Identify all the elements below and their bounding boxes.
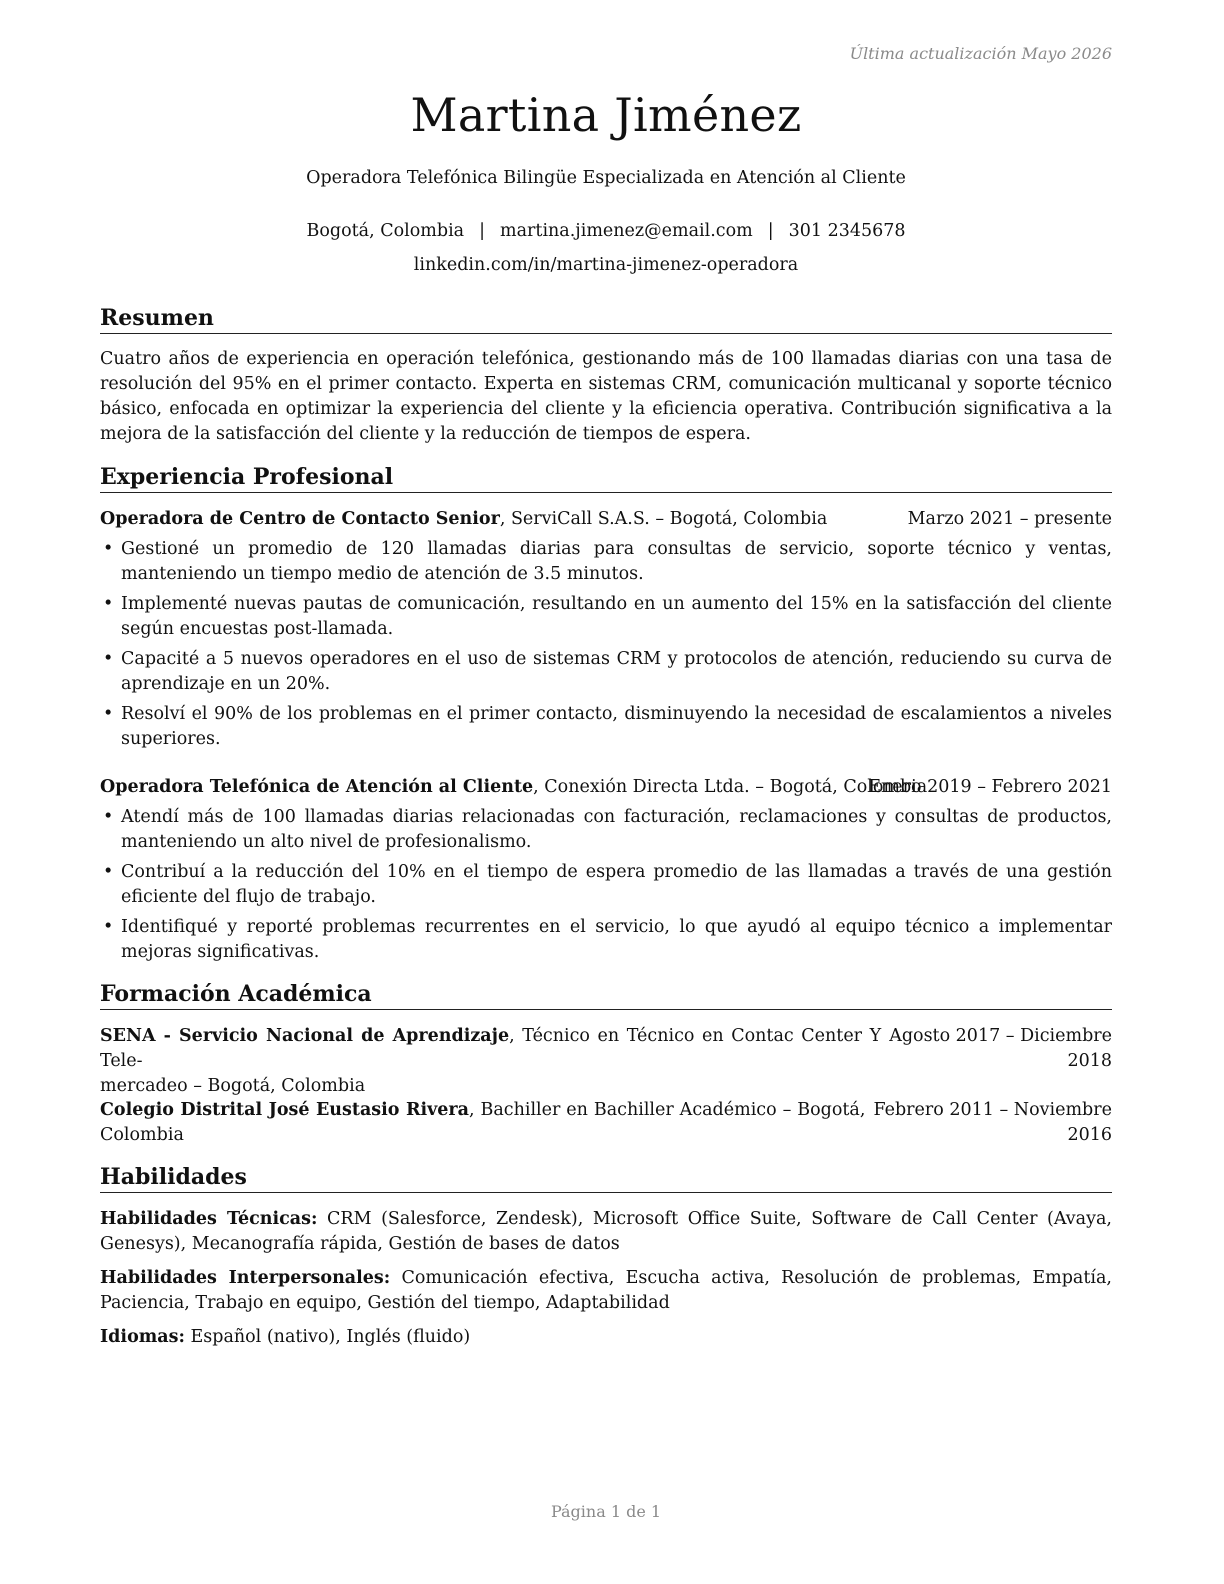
location: Bogotá, Colombia	[306, 221, 465, 241]
education-detail: SENA - Servicio Nacional de Aprendizaje, Técnico en Técnico en Contac Center Y Tele- mercadeo – Bogotá, Colombia	[100, 1026, 882, 1096]
job-company: , Conexión Directa Ltda. – Bogotá, Colombia	[533, 777, 928, 797]
candidate-name: Martina Jiménez	[410, 88, 802, 142]
summary-text: Cuatro años de experiencia en operación telefónica, gestionando más de 100 llamadas diarias con una tasa de resolución del 95% en el primer contacto. Experta en sistemas CRM, comunicación multicanal y soporte técnico básico, enfocada en optimizar la experiencia del cliente y la eficiencia operativa. Contribución significativa a la mejora de la satisfacción del cliente y la reducción de tiempos de espera.	[100, 349, 1112, 444]
skill-label: Habilidades Interpersonales:	[100, 1268, 391, 1288]
list-item: • Gestioné un promedio de 120 llamadas diarias para consultas de servicio, soporte técnico y ventas, manteniendo un tiempo medio de atención de 3.5 minutos.	[103, 539, 1112, 584]
skill-label: Habilidades Técnicas:	[100, 1209, 318, 1229]
job-bullets	[100, 537, 1112, 757]
education-dates: Agosto 2017 – Diciembre 2018	[889, 1026, 1112, 1071]
job-role: Operadora de Centro de Contacto Senior	[100, 509, 500, 529]
skill-item	[100, 1207, 1112, 1257]
section-title-experience: Experiencia Profesional	[100, 463, 1112, 493]
list-item: • Resolví el 90% de los problemas en el primer contacto, disminuyendo la necesidad de escalamientos a niveles superiores.	[103, 704, 1112, 749]
resume-page	[100, 0, 1112, 1584]
separator: |	[479, 221, 486, 241]
section-title-summary: Resumen	[100, 304, 1112, 334]
education-institution: Colegio Distrital José Eustasio Rivera	[100, 1100, 469, 1120]
job-header	[100, 507, 1112, 532]
section-title-education: Formación Académica	[100, 980, 1112, 1010]
phone: 301 2345678	[788, 221, 906, 241]
job-dates: Marzo 2021 – presente	[907, 509, 1112, 529]
list-item: • Atendí más de 100 llamadas diarias relacionadas con facturación, reclamaciones y consultas de productos, manteniendo un alto nivel de profesionalismo.	[103, 807, 1112, 852]
job-role: Operadora Telefónica de Atención al Cliente	[100, 777, 534, 797]
contact-line	[100, 221, 1112, 241]
linkedin-link[interactable]: linkedin.com/in/martina-jimenez-operadora	[413, 255, 799, 275]
list-item: • Identifiqué y reporté problemas recurrentes en el servicio, lo que ayudó al equipo técnico a implementar mejoras significativas.	[103, 917, 1112, 962]
list-item: • Implementé nuevas pautas de comunicación, resultando en un aumento del 15% en la satisfacción del cliente según encuestas post-llamada.	[103, 594, 1112, 639]
skill-label: Idiomas:	[100, 1327, 185, 1347]
bullet-icon: •	[103, 704, 114, 724]
list-item: • Contribuí a la reducción del 10% en el tiempo de espera promedio de las llamadas a través de una gestión eficiente del flujo de trabajo.	[103, 862, 1112, 907]
bullet-icon: •	[103, 594, 114, 614]
bullet-icon: •	[103, 539, 114, 559]
bullet-icon: •	[103, 649, 114, 669]
job-dates: Enero 2019 – Febrero 2021	[868, 777, 1112, 797]
education-detail: Colegio Distrital José Eustasio Rivera, Bachiller en Bachiller Académico – Bogotá, Colombia	[100, 1100, 866, 1145]
headline: Operadora Telefónica Bilingüe Especializada en Atención al Cliente	[306, 168, 906, 188]
job-bullets	[100, 805, 1112, 970]
skill-item	[100, 1325, 1112, 1350]
separator: |	[767, 221, 774, 241]
bullet-icon: •	[103, 917, 114, 937]
bullet-icon: •	[103, 862, 114, 882]
skill-value: CRM (Salesforce, Zendesk), Microsoft Office Suite, Software de Call Center (Avaya, Genesys), Mecanografía rápida, Gestión de bases de datos	[100, 1209, 1112, 1254]
skill-item	[100, 1266, 1112, 1316]
education-dates: Febrero 2011 – Noviembre 2016	[873, 1100, 1112, 1145]
bullet-icon: •	[103, 807, 114, 827]
skill-value: Comunicación efectiva, Escucha activa, Resolución de problemas, Empatía, Paciencia, Trabajo en equipo, Gestión del tiempo, Adaptabilidad	[100, 1268, 1112, 1313]
email-link[interactable]: martina.jimenez@email.com	[500, 221, 753, 241]
job-company: , ServiCall S.A.S. – Bogotá, Colombia	[499, 509, 828, 529]
skill-value: Español (nativo), Inglés (fluido)	[184, 1327, 471, 1347]
education-item	[100, 1098, 1112, 1148]
education-item	[100, 1024, 1112, 1099]
education-institution: SENA - Servicio Nacional de Aprendizaje	[100, 1026, 510, 1046]
list-item: • Capacité a 5 nuevos operadores en el uso de sistemas CRM y protocolos de atención, reduciendo su curva de aprendizaje en un 20%.	[103, 649, 1112, 694]
page-number: Página 1 de 1	[550, 1502, 662, 1521]
job-header	[100, 775, 1112, 800]
last-updated: Última actualización Mayo 2026	[849, 44, 1112, 63]
section-title-skills: Habilidades	[100, 1163, 1112, 1193]
